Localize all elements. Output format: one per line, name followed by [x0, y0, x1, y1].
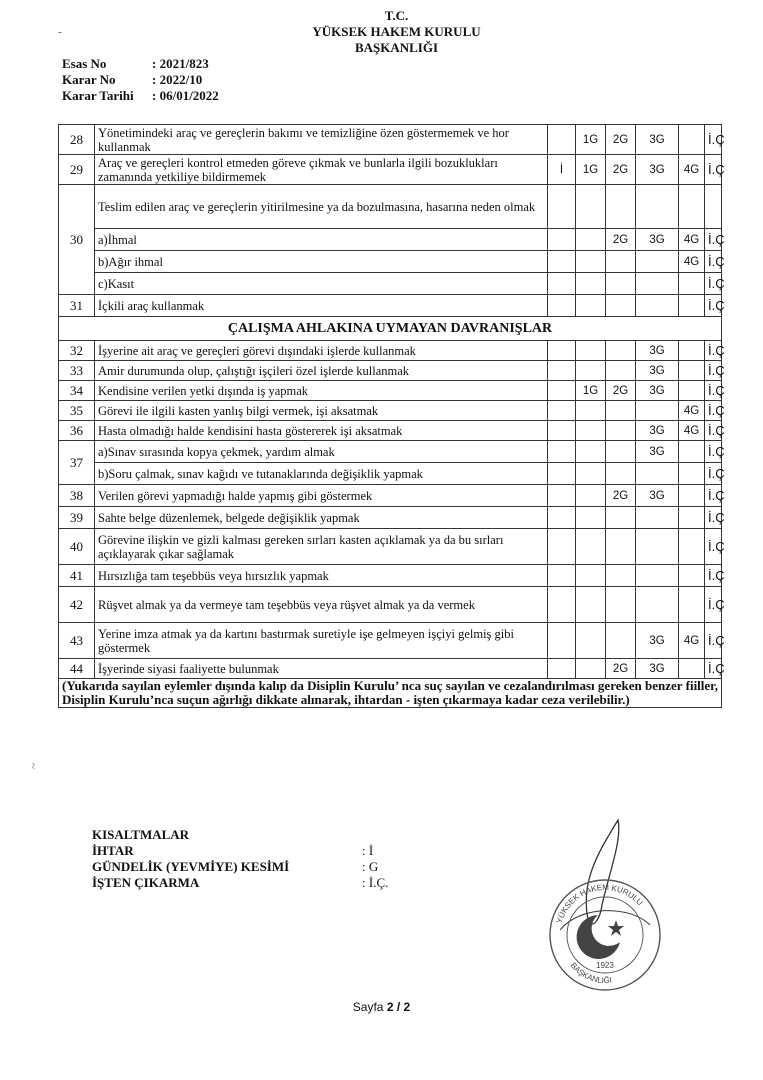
- dismissal-cell: İ.Ç: [705, 587, 722, 623]
- penalty-cell: [548, 587, 576, 623]
- penalty-cell: [679, 463, 705, 485]
- penalty-cell: 3G: [636, 623, 679, 659]
- penalty-cell: 1G: [576, 155, 606, 185]
- header-line-3: BAŞKANLIĞI: [354, 40, 439, 55]
- penalty-cell: 2G: [606, 485, 636, 507]
- penalty-cell: 2G: [606, 125, 636, 155]
- penalty-cell: [679, 529, 705, 565]
- penalty-cell: 3G: [636, 125, 679, 155]
- case-meta: [62, 56, 219, 104]
- penalty-cell: [679, 507, 705, 529]
- penalty-cell: 3G: [636, 361, 679, 381]
- dismissal-cell: İ.Ç: [705, 565, 722, 587]
- penalty-cell: 3G: [636, 341, 679, 361]
- penalty-cell: 4G: [679, 229, 705, 251]
- dismissal-cell: İ.Ç: [705, 381, 722, 401]
- penalty-cell: [548, 623, 576, 659]
- penalty-cell: 3G: [636, 441, 679, 463]
- header-line-1: T.C.: [384, 8, 409, 23]
- abbr-value: : G: [362, 859, 379, 874]
- abbr-value: : İ.Ç.: [362, 875, 389, 890]
- penalty-cell: [576, 565, 606, 587]
- penalty-cell: [606, 587, 636, 623]
- penalty-cell: [679, 565, 705, 587]
- page-prefix: Sayfa: [352, 1000, 387, 1014]
- penalty-cell: İ: [548, 155, 576, 185]
- penalty-cell: [679, 381, 705, 401]
- penalty-cell: [606, 361, 636, 381]
- offense-text: Görevine ilişkin ve gizli kalması gereken sırları kasten açıklamak ya da bu sırları açıklayarak çıkar sağlamak: [95, 529, 548, 565]
- penalty-cell: [548, 401, 576, 421]
- dismissal-cell: İ.Ç: [705, 623, 722, 659]
- offense-text: Kendisine verilen yetki dışında iş yapmak: [95, 381, 548, 401]
- penalty-cell: [576, 587, 606, 623]
- signature: [586, 820, 619, 924]
- penalty-cell: [576, 421, 606, 441]
- penalty-cell: [576, 185, 606, 229]
- penalty-cell: [548, 529, 576, 565]
- page-total: 2: [403, 1000, 411, 1014]
- penalty-cell: [576, 401, 606, 421]
- offense-text: Araç ve gereçleri kontrol etmeden göreve çıkmak ve bunlarla ilgili bozuklukları zamanında yetkiliye bildirmemek: [95, 155, 548, 185]
- penalty-cell: [548, 659, 576, 679]
- penalty-cell: [576, 529, 606, 565]
- dismissal-cell: İ.Ç: [705, 361, 722, 381]
- penalty-cell: 1G: [576, 381, 606, 401]
- table-row: [59, 421, 722, 441]
- penalty-cell: [679, 587, 705, 623]
- penalty-cell: [548, 441, 576, 463]
- table-row: [59, 401, 722, 421]
- penalty-cell: [576, 441, 606, 463]
- dismissal-cell: İ.Ç: [705, 401, 722, 421]
- offense-text: Hasta olmadığı halde kendisini hasta göstererek işi aksatmak: [95, 421, 548, 441]
- penalty-cell: [576, 623, 606, 659]
- penalty-cell: [606, 623, 636, 659]
- offense-text: b)Soru çalmak, sınav kağıdı ve tutanaklarında değişiklik yapmak: [95, 463, 548, 485]
- penalty-cell: [576, 463, 606, 485]
- meta-label: Esas No: [62, 56, 107, 71]
- penalty-cell: [548, 381, 576, 401]
- penalty-cell: [548, 361, 576, 381]
- row-number: 34: [59, 381, 95, 401]
- offense-text: Görevi ile ilgili kasten yanlış bilgi vermek, işi aksatmak: [95, 401, 548, 421]
- table-row: [59, 341, 722, 361]
- table-row: [59, 317, 722, 341]
- penalty-cell: [606, 529, 636, 565]
- dismissal-cell: İ.Ç: [705, 155, 722, 185]
- offense-text: Teslim edilen araç ve gereçlerin yitirilmesine ya da bozulmasına, hasarına neden olmak: [95, 185, 548, 229]
- offense-text: a)İhmal: [95, 229, 548, 251]
- meta-label: Karar Tarihi: [62, 88, 134, 103]
- table-row: [59, 565, 722, 587]
- meta-label: Karar No: [62, 72, 116, 87]
- row-number: 44: [59, 659, 95, 679]
- penalty-cell: [679, 485, 705, 507]
- row-number: 36: [59, 421, 95, 441]
- margin-mark: ~: [26, 763, 39, 769]
- offense-text: b)Ağır ihmal: [95, 251, 548, 273]
- penalty-cell: [606, 507, 636, 529]
- penalty-cell: [576, 659, 606, 679]
- dismissal-cell: İ.Ç: [705, 463, 722, 485]
- table-row: [59, 361, 722, 381]
- row-number: 40: [59, 529, 95, 565]
- abbr-label: İŞTEN ÇIKARMA: [92, 875, 200, 890]
- penalty-cell: 3G: [636, 155, 679, 185]
- table-row: [59, 381, 722, 401]
- meta-value: : 2021/823: [152, 56, 209, 71]
- penalty-cell: 4G: [679, 401, 705, 421]
- penalty-cell: [606, 441, 636, 463]
- seal-text-top: YÜKSEK HAKEM KURULU: [554, 882, 645, 925]
- document-header: [0, 8, 763, 56]
- row-number: 33: [59, 361, 95, 381]
- offense-text: İşyerine ait araç ve gereçleri görevi dışındaki işlerde kullanmak: [95, 341, 548, 361]
- official-seal: [540, 810, 670, 1000]
- penalty-cell: [548, 421, 576, 441]
- dismissal-cell: İ.Ç: [705, 659, 722, 679]
- table-row: [59, 125, 722, 155]
- row-number: 32: [59, 341, 95, 361]
- header-line-2: YÜKSEK HAKEM KURULU: [312, 24, 481, 39]
- abbr-value: : İ: [362, 843, 374, 858]
- dismissal-cell: İ.Ç: [705, 295, 722, 317]
- penalty-cell: [636, 185, 679, 229]
- offense-text: Hırsızlığa tam teşebbüs veya hırsızlık yapmak: [95, 565, 548, 587]
- penalty-cell: 2G: [606, 659, 636, 679]
- penalty-cell: [576, 341, 606, 361]
- abbr-label: GÜNDELİK (YEVMİYE) KESİMİ: [92, 859, 290, 874]
- table-row: [59, 251, 722, 273]
- table-row: [59, 485, 722, 507]
- penalty-table: [58, 124, 725, 708]
- crescent-icon: [577, 915, 620, 959]
- penalty-cell: [548, 485, 576, 507]
- penalty-cell: [679, 295, 705, 317]
- row-number: 41: [59, 565, 95, 587]
- dismissal-cell: İ.Ç: [705, 251, 722, 273]
- penalty-cell: [636, 529, 679, 565]
- dismissal-cell: [705, 185, 722, 229]
- dismissal-cell: İ.Ç: [705, 273, 722, 295]
- row-number: 35: [59, 401, 95, 421]
- table-row: [59, 295, 722, 317]
- dismissal-cell: İ.Ç: [705, 229, 722, 251]
- offense-text: Rüşvet almak ya da vermeye tam teşebbüs veya rüşvet almak ya da vermek: [95, 587, 548, 623]
- penalty-cell: [636, 565, 679, 587]
- abbreviations: [92, 827, 388, 891]
- penalty-cell: [548, 463, 576, 485]
- penalty-cell: [606, 273, 636, 295]
- penalty-cell: 3G: [636, 659, 679, 679]
- penalty-cell: [636, 273, 679, 295]
- penalty-cell: [576, 361, 606, 381]
- penalty-cell: [548, 273, 576, 295]
- penalty-cell: 1G: [576, 125, 606, 155]
- penalty-cell: 3G: [636, 421, 679, 441]
- seal-year: 1923: [596, 961, 614, 970]
- dismissal-cell: İ.Ç: [705, 529, 722, 565]
- page-current: 2: [386, 1000, 394, 1014]
- penalty-cell: [576, 295, 606, 317]
- row-number: 31: [59, 295, 95, 317]
- table-row: [59, 229, 722, 251]
- table-row: [59, 273, 722, 295]
- seal-text-bottom: BAŞKANLIĞI: [568, 960, 613, 986]
- penalty-cell: 2G: [606, 381, 636, 401]
- penalty-cell: [548, 251, 576, 273]
- penalty-cell: [606, 185, 636, 229]
- penalty-cell: [606, 251, 636, 273]
- offense-text: Sahte belge düzenlemek, belgede değişiklik yapmak: [95, 507, 548, 529]
- table-row: [59, 623, 722, 659]
- row-number: 37: [59, 441, 95, 485]
- dismissal-cell: İ.Ç: [705, 125, 722, 155]
- offense-text: a)Sınav sırasında kopya çekmek, yardım almak: [95, 441, 548, 463]
- row-number: 29: [59, 155, 95, 185]
- penalty-cell: [606, 401, 636, 421]
- offense-text: Yerine imza atmak ya da kartını bastırmak suretiyle işe gelmeyen işçiyi gelmiş gibi göstermek: [95, 623, 548, 659]
- row-number: 42: [59, 587, 95, 623]
- penalty-cell: [548, 185, 576, 229]
- penalty-cell: 4G: [679, 421, 705, 441]
- dismissal-cell: İ.Ç: [705, 507, 722, 529]
- table-row: [59, 507, 722, 529]
- penalty-cell: 3G: [636, 381, 679, 401]
- table-row: [59, 155, 722, 185]
- row-number: 30: [59, 185, 95, 295]
- star-icon: [608, 920, 624, 936]
- offense-text: Verilen görevi yapmadığı halde yapmış gibi göstermek: [95, 485, 548, 507]
- penalty-cell: [636, 463, 679, 485]
- row-number: 39: [59, 507, 95, 529]
- meta-value: : 2022/10: [152, 72, 203, 87]
- penalty-cell: [606, 565, 636, 587]
- penalty-cell: 3G: [636, 485, 679, 507]
- penalty-cell: [679, 659, 705, 679]
- abbr-label: İHTAR: [92, 843, 134, 858]
- row-number: 43: [59, 623, 95, 659]
- dismissal-cell: İ.Ç: [705, 485, 722, 507]
- penalty-cell: 3G: [636, 229, 679, 251]
- table-row: [59, 587, 722, 623]
- penalty-cell: [548, 229, 576, 251]
- abbreviations-title: KISALTMALAR: [92, 827, 190, 842]
- penalty-cell: [548, 507, 576, 529]
- table-row: [59, 185, 722, 229]
- penalty-cell: [679, 341, 705, 361]
- page-separator: /: [393, 1000, 404, 1014]
- offense-text: c)Kasıt: [95, 273, 548, 295]
- penalty-cell: [606, 341, 636, 361]
- table-row: [59, 529, 722, 565]
- penalty-cell: [576, 273, 606, 295]
- penalty-cell: 4G: [679, 623, 705, 659]
- penalty-cell: [679, 185, 705, 229]
- table-row: [59, 659, 722, 679]
- penalty-cell: 2G: [606, 155, 636, 185]
- penalty-cell: 4G: [679, 155, 705, 185]
- penalty-cell: [576, 507, 606, 529]
- penalty-cell: [576, 485, 606, 507]
- dismissal-cell: İ.Ç: [705, 441, 722, 463]
- penalty-cell: [636, 295, 679, 317]
- penalty-cell: [548, 341, 576, 361]
- offense-text: Amir durumunda olup, çalıştığı işçileri özel işlerde kullanmak: [95, 361, 548, 381]
- dismissal-cell: İ.Ç: [705, 341, 722, 361]
- penalty-cell: 2G: [606, 229, 636, 251]
- penalty-cell: [636, 251, 679, 273]
- penalty-cell: [576, 229, 606, 251]
- offense-text: Yönetimindeki araç ve gereçlerin bakımı ve temizliğine özen göstermemek ve hor kullanmak: [95, 125, 548, 155]
- penalty-cell: [576, 251, 606, 273]
- penalty-cell: [636, 401, 679, 421]
- penalty-cell: [636, 507, 679, 529]
- penalty-cell: [606, 421, 636, 441]
- closing-note: (Yukarıda sayılan eylemler dışında kalıp da Disiplin Kurulu’ nca suç sayılan ve cezalandırılması gereken benzer fiiller, Disiplin Kurulu’nca suçun ağırlığı dikkate alınarak, ihtardan - işten çıkarmaya kadar ceza verilebilir.): [59, 679, 722, 708]
- penalty-cell: [636, 587, 679, 623]
- penalty-cell: [679, 125, 705, 155]
- penalty-cell: [548, 295, 576, 317]
- section-heading: ÇALIŞMA AHLAKINA UYMAYAN DAVRANIŞLAR: [59, 317, 722, 341]
- penalty-cell: [606, 295, 636, 317]
- meta-value: : 06/01/2022: [152, 88, 219, 103]
- penalty-cell: [548, 565, 576, 587]
- dismissal-cell: İ.Ç: [705, 421, 722, 441]
- row-number: 38: [59, 485, 95, 507]
- penalty-cell: [679, 273, 705, 295]
- table-row: [59, 441, 722, 463]
- penalty-cell: 4G: [679, 251, 705, 273]
- table-row: [59, 463, 722, 485]
- scan-mark: -: [58, 26, 62, 38]
- penalty-cell: [679, 441, 705, 463]
- row-number: 28: [59, 125, 95, 155]
- offense-text: İçkili araç kullanmak: [95, 295, 548, 317]
- penalty-cell: [548, 125, 576, 155]
- penalty-cell: [606, 463, 636, 485]
- page-number: [0, 1000, 763, 1014]
- offense-text: İşyerinde siyasi faaliyette bulunmak: [95, 659, 548, 679]
- penalty-cell: [679, 361, 705, 381]
